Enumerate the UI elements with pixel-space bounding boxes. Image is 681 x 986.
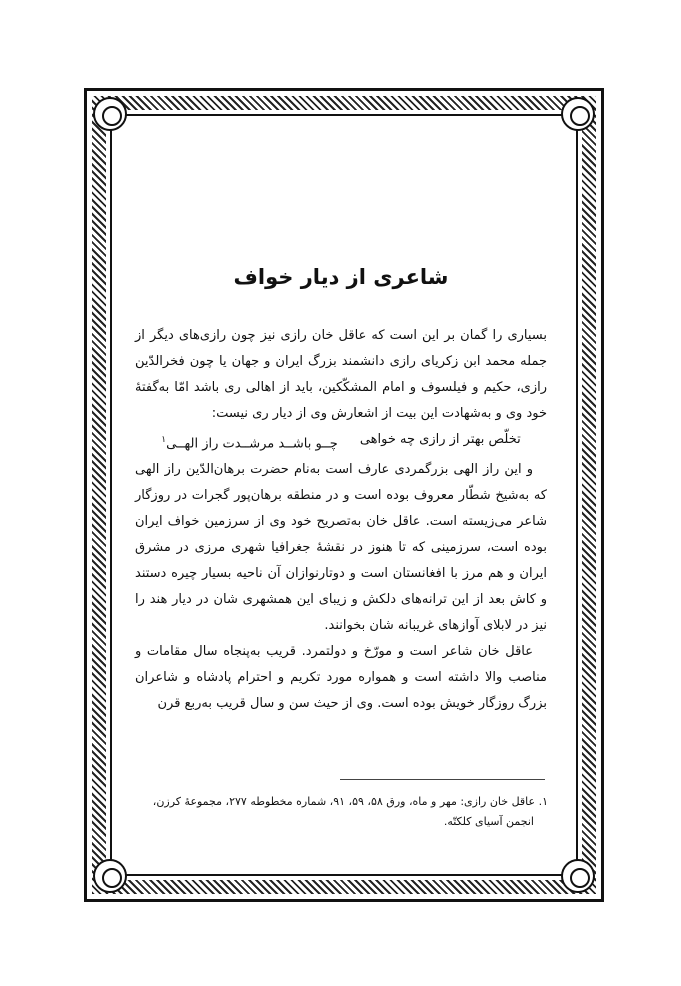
verse-hemistich-first: تخلّص بهتر از رازی چه خواهی bbox=[359, 432, 521, 447]
verse-hemistich-second-text: چــو باشــد مرشــدت راز الهــی bbox=[166, 436, 338, 452]
corner-ornament-top-right bbox=[561, 97, 595, 131]
corner-ornament-top-left bbox=[93, 97, 127, 131]
page-body bbox=[135, 265, 547, 717]
paragraph: بسیاری را گمان بر این است که عاقل خان رازی نیز چون رازی‌های دیگر از جمله محمد ابن زکریای رازی دانشمند بزرگ ایران و جهان یا چون فخرالدّین رازی، حکیم و فیلسوف و امام المشکّکین، باید از اهالی ری باشد امّا به‌گفتهٔ خود وی و به‌شهادت این بیت از اشعارش وی از دیار ری نیست: bbox=[135, 328, 547, 421]
verse-hemistich-second bbox=[161, 427, 338, 457]
footnote-marker: ۱ bbox=[161, 435, 167, 445]
paragraph: عاقل خان شاعر است و مورّخ و دولتمرد. قریب به‌پنجاه سال مقامات و مناصب والا داشته است و همواره مورد تکریم و احترام پادشاه و شاعران بزرگ روزگار خویش بوده است. وی از حیث سن و سال قریب به‌ربع قرن bbox=[135, 644, 547, 712]
page-title: شاعری از دیار خواف bbox=[233, 265, 449, 289]
footnote-line: ۱. عاقل خان رازی: مهر و ماه، ورق ۵۸، ۵۹، ۹۱، شماره مخطوطه ۲۷۷، مجموعهٔ کرزن، bbox=[152, 795, 548, 808]
footnote-separator bbox=[340, 779, 545, 780]
corner-ornament-bottom-left bbox=[93, 859, 127, 893]
footnote-line: انجمن آسیای کلکتّه. bbox=[443, 815, 534, 828]
footnote bbox=[132, 792, 548, 832]
corner-ornament-bottom-right bbox=[561, 859, 595, 893]
verse bbox=[135, 427, 547, 457]
paragraph: و این راز الهی بزرگمردی عارف است به‌نام حضرت برهان‌الدّین راز الهی که به‌شیخ شطّار معروف بوده است و در منطقه برهان‌پور گجرات در روزگار شاعر می‌زیسته است. عاقل خان به‌تصریح خود وی از سرزمین خواف ایران بوده است، سرزمینی که تا هنوز در نقشهٔ جغرافیا شهری مرزی در مشرق ایران و هم مرز با افغانستان است و دوتارنوازان آن ناحیه بسیار چیره دستند و کاش بعد از این ترانه‌های دلکش و زیبای این همشهری شان در دیار هند را نیز در لابلای آوازهای غریبانه شان بخوانند. bbox=[135, 462, 547, 634]
